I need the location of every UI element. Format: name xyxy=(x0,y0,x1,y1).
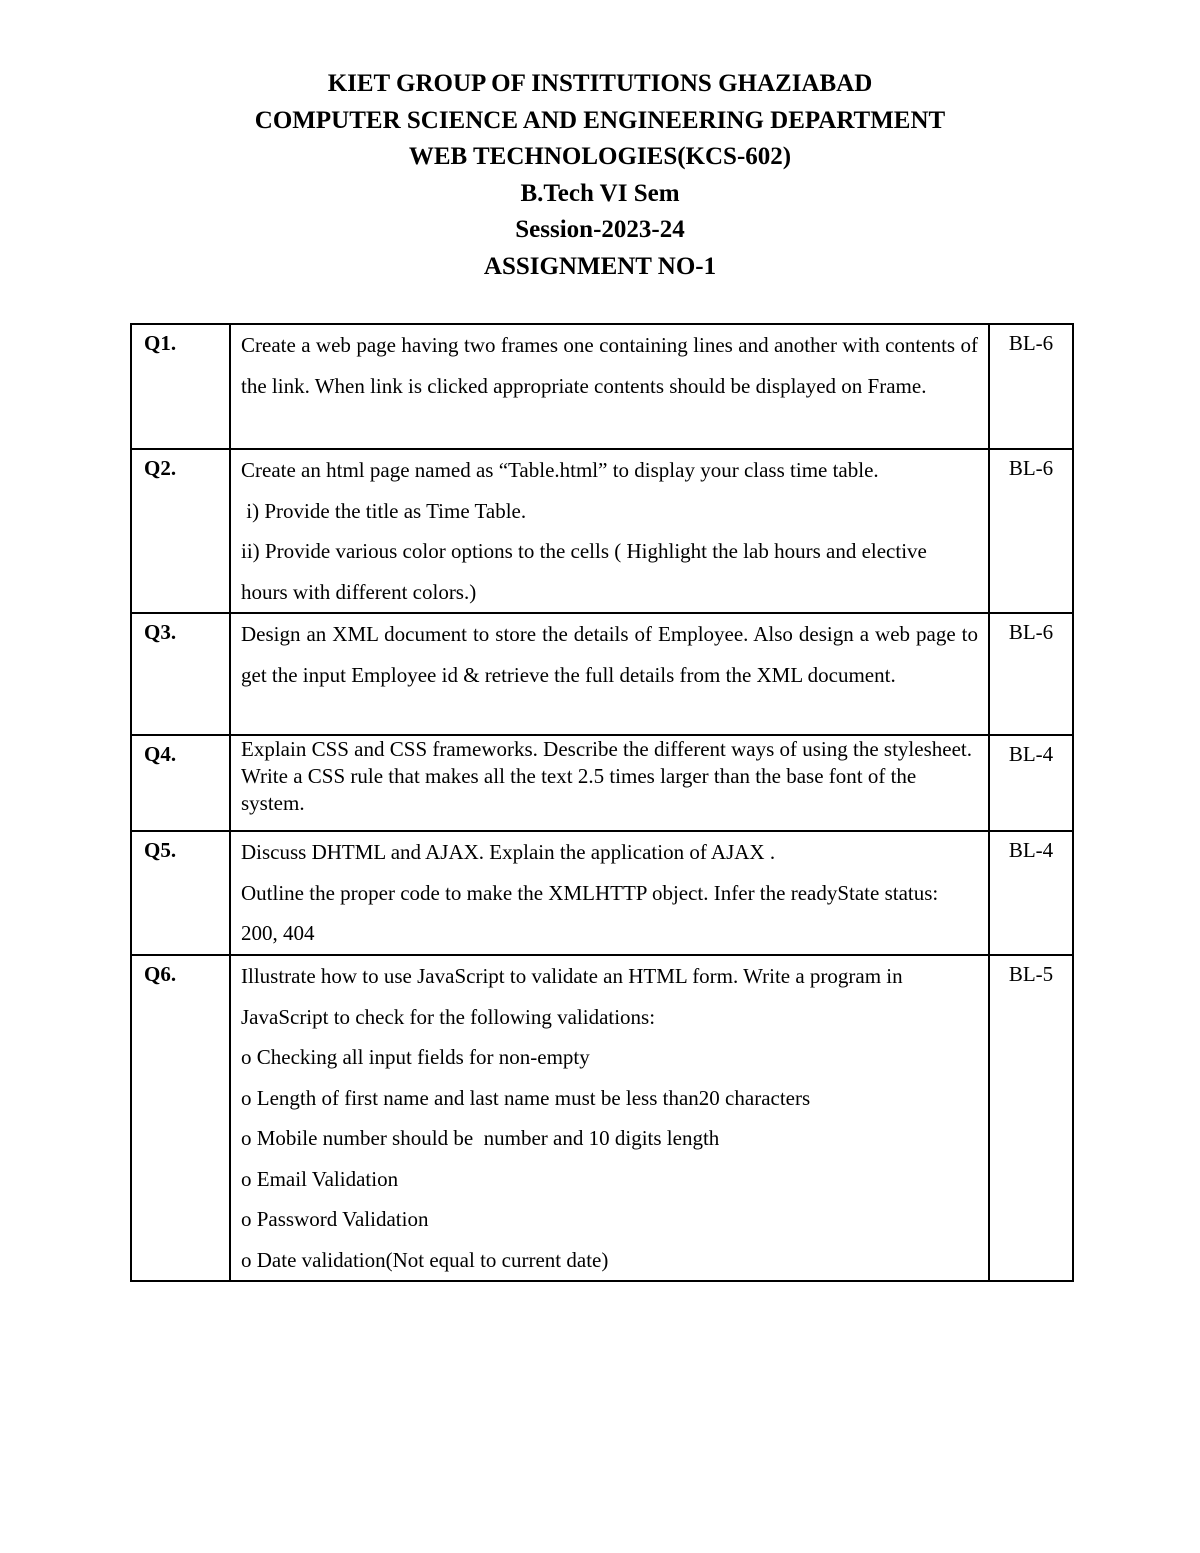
questions-table xyxy=(130,323,1074,1282)
question-number: Q5. xyxy=(131,831,230,955)
department-name: COMPUTER SCIENCE AND ENGINEERING DEPARTMENT xyxy=(254,106,946,134)
table-row xyxy=(131,324,1073,449)
question-number: Q2. xyxy=(131,449,230,613)
question-line: i) Provide the title as Time Table. xyxy=(241,498,527,523)
question-line: Create a web page having two frames one containing lines and another with contents of the link. When link is clicked appropriate contents should be displayed on Frame. xyxy=(241,333,978,398)
document-header xyxy=(0,66,1200,285)
question-line: o Email Validation xyxy=(241,1166,399,1191)
bloom-level: BL-6 xyxy=(989,449,1073,613)
assignment-title: ASSIGNMENT NO-1 xyxy=(483,252,717,280)
question-line: Create an html page named as “Table.html” to display your class time table. xyxy=(241,458,879,482)
question-text xyxy=(230,613,989,735)
question-line: Explain CSS and CSS frameworks. Describe the different ways of using the stylesheet. Write a CSS rule that makes all the text 2.5 times larger than the base font of the system. xyxy=(241,737,972,815)
question-line: o Checking all input fields for non-empty xyxy=(241,1045,590,1069)
bloom-level: BL-4 xyxy=(989,735,1073,831)
bloom-level: BL-4 xyxy=(989,831,1073,955)
question-number: Q6. xyxy=(131,955,230,1281)
question-line: Illustrate how to use JavaScript to validate an HTML form. Write a program in JavaScript to check for the following validations: xyxy=(241,964,903,1029)
session: Session-2023-24 xyxy=(515,216,685,243)
question-line: o Length of first name and last name must be less than20 characters xyxy=(241,1085,811,1110)
table-row xyxy=(131,831,1073,955)
table-row xyxy=(131,735,1073,831)
question-line: o Mobile number should be number and 10 digits length xyxy=(241,1126,720,1150)
bloom-level: BL-5 xyxy=(989,955,1073,1281)
institution-name: KIET GROUP OF INSTITUTIONS GHAZIABAD xyxy=(327,70,873,97)
table-row xyxy=(131,449,1073,613)
table-row xyxy=(131,955,1073,1281)
question-text xyxy=(230,449,989,613)
question-line: o Password Validation xyxy=(241,1207,429,1231)
question-line: Design an XML document to store the details of Employee. Also design a web page to get the input Employee id & retrieve the full details from the XML document. xyxy=(241,622,978,687)
question-text xyxy=(230,735,989,831)
question-line: Discuss DHTML and AJAX. Explain the application of AJAX . xyxy=(241,840,776,864)
question-line: Outline the proper code to make the XMLHTTP object. Infer the readyState status: 200, 404 xyxy=(241,880,965,945)
question-line: ii) Provide various color options to the cells ( Highlight the lab hours and elective hours with different colors.) xyxy=(241,539,927,604)
question-text xyxy=(230,955,989,1281)
question-number: Q3. xyxy=(131,613,230,735)
bloom-level: BL-6 xyxy=(989,613,1073,735)
semester: B.Tech VI Sem xyxy=(520,179,680,207)
question-number: Q1. xyxy=(131,324,230,449)
question-line: o Date validation(Not equal to current date) xyxy=(241,1247,609,1272)
question-text xyxy=(230,831,989,955)
question-number: Q4. xyxy=(131,735,230,831)
course-title: WEB TECHNOLOGIES(KCS-602) xyxy=(408,143,792,170)
bloom-level: BL-6 xyxy=(989,324,1073,449)
table-row xyxy=(131,613,1073,735)
question-text xyxy=(230,324,989,449)
